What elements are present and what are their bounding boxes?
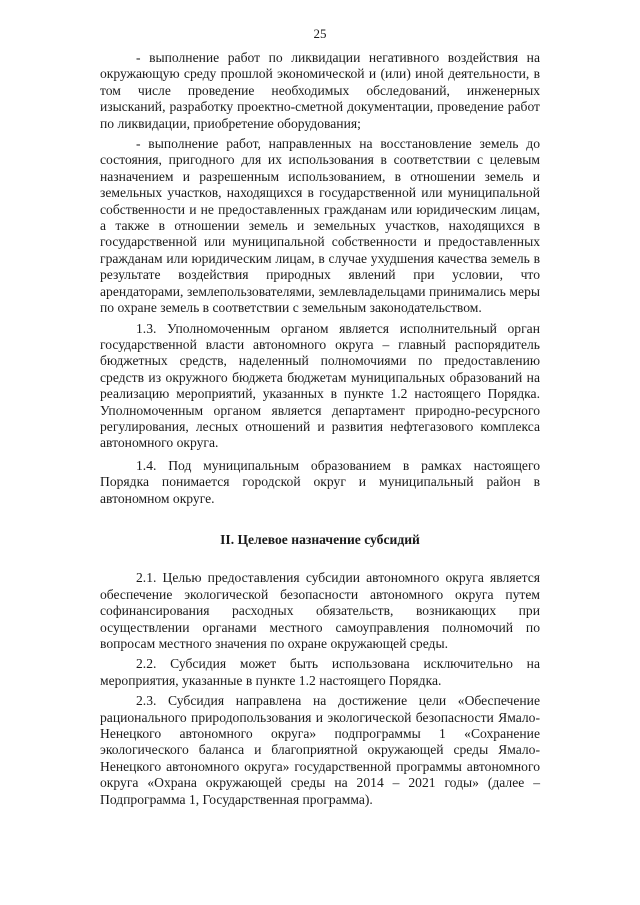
- page-number: 25: [313, 26, 327, 41]
- paragraph-2-2-usage: 2.2. Субсидия может быть использована исключительно на мероприятия, указанные в пункте 1.2 настоящего Порядка.: [100, 656, 540, 688]
- paragraph-1-3-authorized-body: 1.3. Уполномоченным органом является исполнительный орган государственной власти автономного округа – главный распорядитель бюджетных средств, наделенный полномочиями по предоставлению средств из окружного бюджета бюджетам муниципальных образований на реализацию мероприятий, указанных в пункте 1.2 настоящего Порядка. Уполномоченным органом является департамент природно-ресурсного регулирования, лесных отношений и развития нефтегазового комплекса автономного округа.: [100, 320, 540, 451]
- paragraph-liquidation-works: - выполнение работ по ликвидации негативного воздействия на окружающую среду прошлой экономической и (или) иной деятельности, в том числе проведение необходимых обследований, инженерных изысканий, разработку проектно-сметной документации, проведение работ по ликвидации, приобретение оборудования;: [100, 50, 540, 131]
- section-heading-purpose: II. Целевое назначение субсидий: [220, 531, 420, 547]
- document-body: [100, 50, 540, 808]
- paragraph-land-restoration: - выполнение работ, направленных на восстановление земель до состояния, пригодного для их использования в соответствии с целевым назначением и разрешенным использованием, в отношении земель и земельных участков, находящихся в государственной или муниципальной собственности и не предоставленных гражданам или юридическим лицам, а также в отношении земель и земельных участков, находящихся в государственной или муниципальной собственности и предоставленных гражданам или юридическим лицам, в случае ухудшения качества земель в результате воздействия природных явлений при условии, что арендаторами, землепользователями, землевладельцами принимались меры по охране земель в соответствии с земельным законодательством.: [100, 136, 540, 316]
- paragraph-2-1-goal: 2.1. Целью предоставления субсидии автономного округа является обеспечение экологической безопасности автономного округа путем софинансирования расходных обязательств, возникающих при осуществлении органами местного самоуправления полномочий по вопросам местного значения по охране окружающей среды.: [100, 570, 540, 651]
- paragraph-2-3-subprogram: 2.3. Субсидия направлена на достижение цели «Обеспечение рационального природопользования и экологической безопасности Ямало-Ненецкого автономного округа» подпрограммы 1 «Сохранение экологического баланса и благоприятной окружающей среды Ямало-Ненецкого автономного округа» государственной программы автономного округа «Охрана окружающей среды на 2014 – 2021 годы» (далее – Подпрограмма 1, Государственная программа).: [100, 693, 540, 807]
- paragraph-1-4-municipality: 1.4. Под муниципальным образованием в рамках настоящего Порядка понимается городской округ и муниципальный район в автономном округе.: [100, 457, 540, 506]
